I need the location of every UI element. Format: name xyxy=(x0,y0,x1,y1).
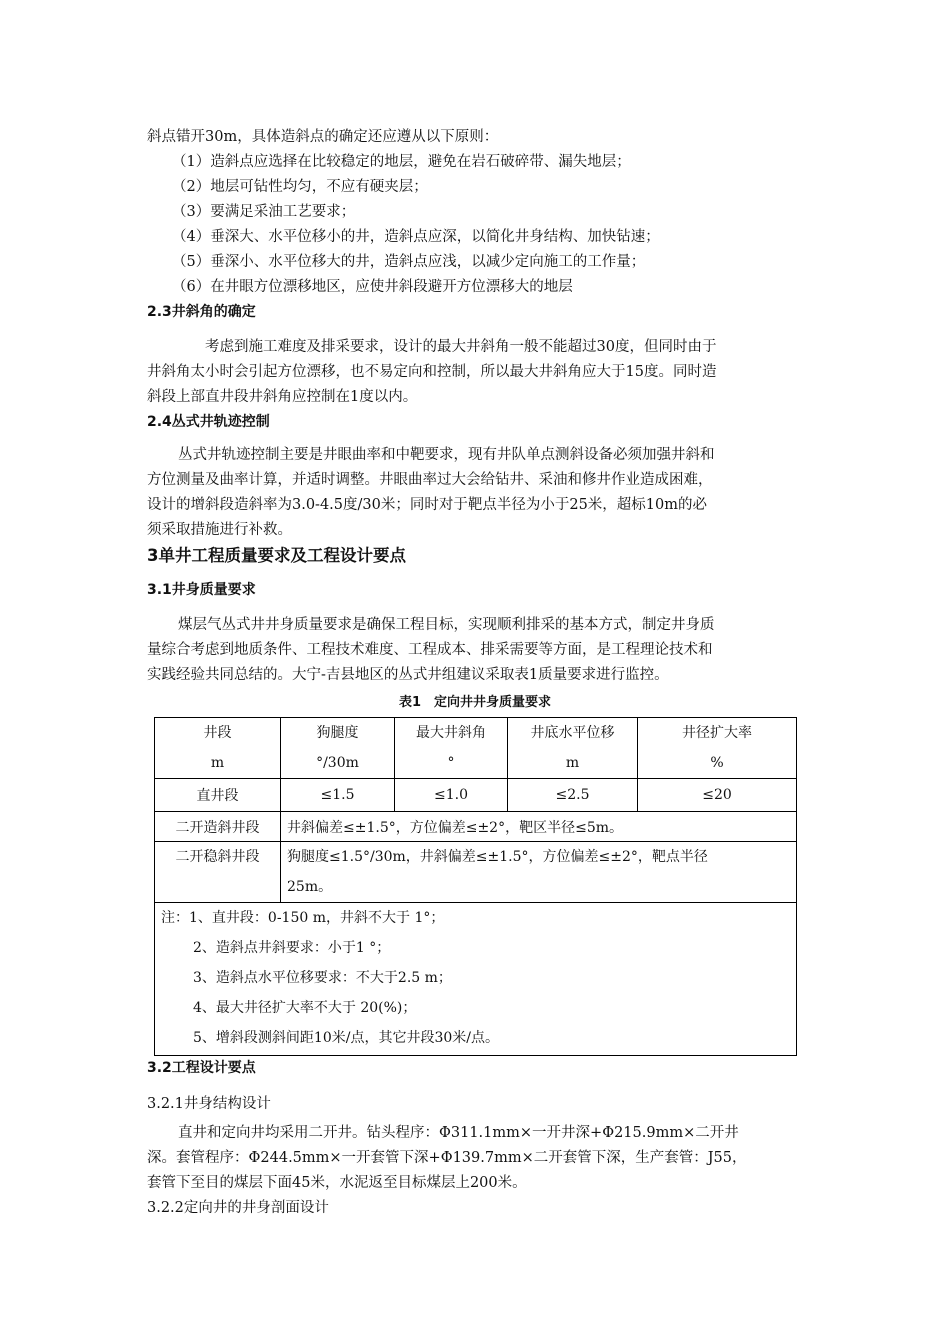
table-cell: ≤1.0 xyxy=(395,779,508,812)
quality-requirements-table xyxy=(154,717,797,1056)
header-unit: °/30m xyxy=(316,755,359,771)
paragraph-line: 实践经验共同总结的。大宁-吉县地区的丛式井组建议采取表1质量要求进行监控。 xyxy=(147,667,669,683)
table-cell: ≤20 xyxy=(638,779,797,812)
header-name: 井底水平位移 xyxy=(530,725,615,741)
section-heading-2-4: 2.4丛式井轨迹控制 xyxy=(147,414,270,430)
note-line: 4、最大井径扩大率不大于 20(%)； xyxy=(193,1000,417,1016)
principle-item-1: （1）造斜点应选择在比较稳定的地层，避免在岩石破碎带、漏失地层； xyxy=(172,154,631,170)
section-heading-3-1: 3.1井身质量要求 xyxy=(147,582,256,598)
paragraph-line: 考虑到施工难度及排采要求，设计的最大井斜角一般不能超过30度，但同时由于 xyxy=(205,339,717,355)
chapter-heading-3: 3单井工程质量要求及工程设计要点 xyxy=(147,546,406,565)
table-cell xyxy=(281,842,797,903)
table-notes-row xyxy=(155,903,797,1056)
note-line: 2、造斜点井斜要求：小于1 °； xyxy=(193,940,391,956)
paragraph-line: 深。套管程序：Φ244.5mm×一开套管下深+Φ139.7mm×二开套管下深，生产套管：J55， xyxy=(147,1150,747,1166)
paragraph-line: 方位测量及曲率计算，并适时调整。井眼曲率过大会给钻井、采油和修井作业造成困难， xyxy=(147,472,713,488)
principle-item-4: （4）垂深大、水平位移小的井，造斜点应深，以简化井身结构、加快钻速； xyxy=(172,229,660,245)
paragraph-line: 量综合考虑到地质条件、工程技术难度、工程成本、排采需要等方面，是工程理论技术和 xyxy=(147,642,713,658)
paragraph-line: 套管下至目的煤层下面45米，水泥返至目标煤层上200米。 xyxy=(147,1175,527,1191)
table-cell: 二开稳斜井段 xyxy=(155,842,281,903)
table-row xyxy=(155,812,797,842)
paragraph-line: 设计的增斜段造斜率为3.0-4.5度/30米；同时对于靶点半径为小于25米，超标10m的必 xyxy=(147,497,708,513)
subsection-heading-3-2-2: 3.2.2定向井的井身剖面设计 xyxy=(147,1200,329,1216)
cell-line: 狗腿度≤1.5°/30m，井斜偏差≤±1.5°，方位偏差≤±2°，靶点半径 xyxy=(287,849,708,865)
table-cell: ≤1.5 xyxy=(281,779,395,812)
section-heading-3-2: 3.2工程设计要点 xyxy=(147,1060,256,1076)
header-name: 井径扩大率 xyxy=(682,725,752,741)
table-row xyxy=(155,779,797,812)
notes-cell xyxy=(155,903,797,1056)
paragraph-line: 丛式井轨迹控制主要是井眼曲率和中靶要求，现有井队单点测斜设备必须加强井斜和 xyxy=(178,447,715,463)
note-line: 3、造斜点水平位移要求：不大于2.5 m； xyxy=(193,970,452,986)
paragraph-line: 斜点错开30m，具体造斜点的确定还应遵从以下原则： xyxy=(147,129,499,145)
header-cell xyxy=(638,718,797,779)
paragraph-line: 斜段上部直井段井斜角应控制在1度以内。 xyxy=(147,389,418,405)
header-name: 狗腿度 xyxy=(316,725,359,741)
header-name: 最大井斜角 xyxy=(416,725,486,741)
principle-item-5: （5）垂深小、水平位移大的井，造斜点应浅，以减少定向施工的工作量； xyxy=(172,254,646,270)
table-cell: ≤2.5 xyxy=(508,779,638,812)
header-cell xyxy=(281,718,395,779)
note-line: 注：1、直井段：0-150 m，井斜不大于 1°； xyxy=(161,910,445,926)
header-cell xyxy=(155,718,281,779)
table-row xyxy=(155,842,797,903)
table-header-row xyxy=(155,718,797,779)
header-cell xyxy=(395,718,508,779)
principle-item-6: （6）在井眼方位漂移地区，应使井斜段避开方位漂移大的地层 xyxy=(172,279,573,295)
header-cell xyxy=(508,718,638,779)
header-unit: m xyxy=(565,755,580,771)
paragraph-line: 直井和定向井均采用二开井。钻头程序：Φ311.1mm×一开井深+Φ215.9mm×二开井 xyxy=(178,1125,739,1141)
subsection-heading-3-2-1: 3.2.1井身结构设计 xyxy=(147,1096,271,1112)
principle-item-2: （2）地层可钻性均匀，不应有硬夹层； xyxy=(172,179,428,195)
table-cell: 二开造斜井段 xyxy=(155,812,281,842)
header-unit: % xyxy=(710,755,724,771)
table-caption: 表1 定向井井身质量要求 xyxy=(398,695,552,710)
header-unit: m xyxy=(210,755,225,771)
section-heading-2-3: 2.3井斜角的确定 xyxy=(147,304,256,320)
table-cell: 直井段 xyxy=(155,779,281,812)
principle-item-3: （3）要满足采油工艺要求； xyxy=(172,204,356,220)
paragraph-line: 须采取措施进行补救。 xyxy=(147,522,292,538)
table-cell: 井斜偏差≤±1.5°，方位偏差≤±2°，靶区半径≤5m。 xyxy=(281,812,797,842)
cell-line: 25m。 xyxy=(287,879,333,895)
header-unit: ° xyxy=(447,755,455,771)
note-line: 5、增斜段测斜间距10米/点，其它井段30米/点。 xyxy=(193,1030,499,1046)
header-name: 井段 xyxy=(203,725,232,741)
paragraph-line: 煤层气丛式井井身质量要求是确保工程目标，实现顺利排采的基本方式，制定井身质 xyxy=(178,617,715,633)
paragraph-line: 井斜角太小时会引起方位漂移，也不易定向和控制，所以最大井斜角应大于15度。同时造 xyxy=(147,364,717,380)
